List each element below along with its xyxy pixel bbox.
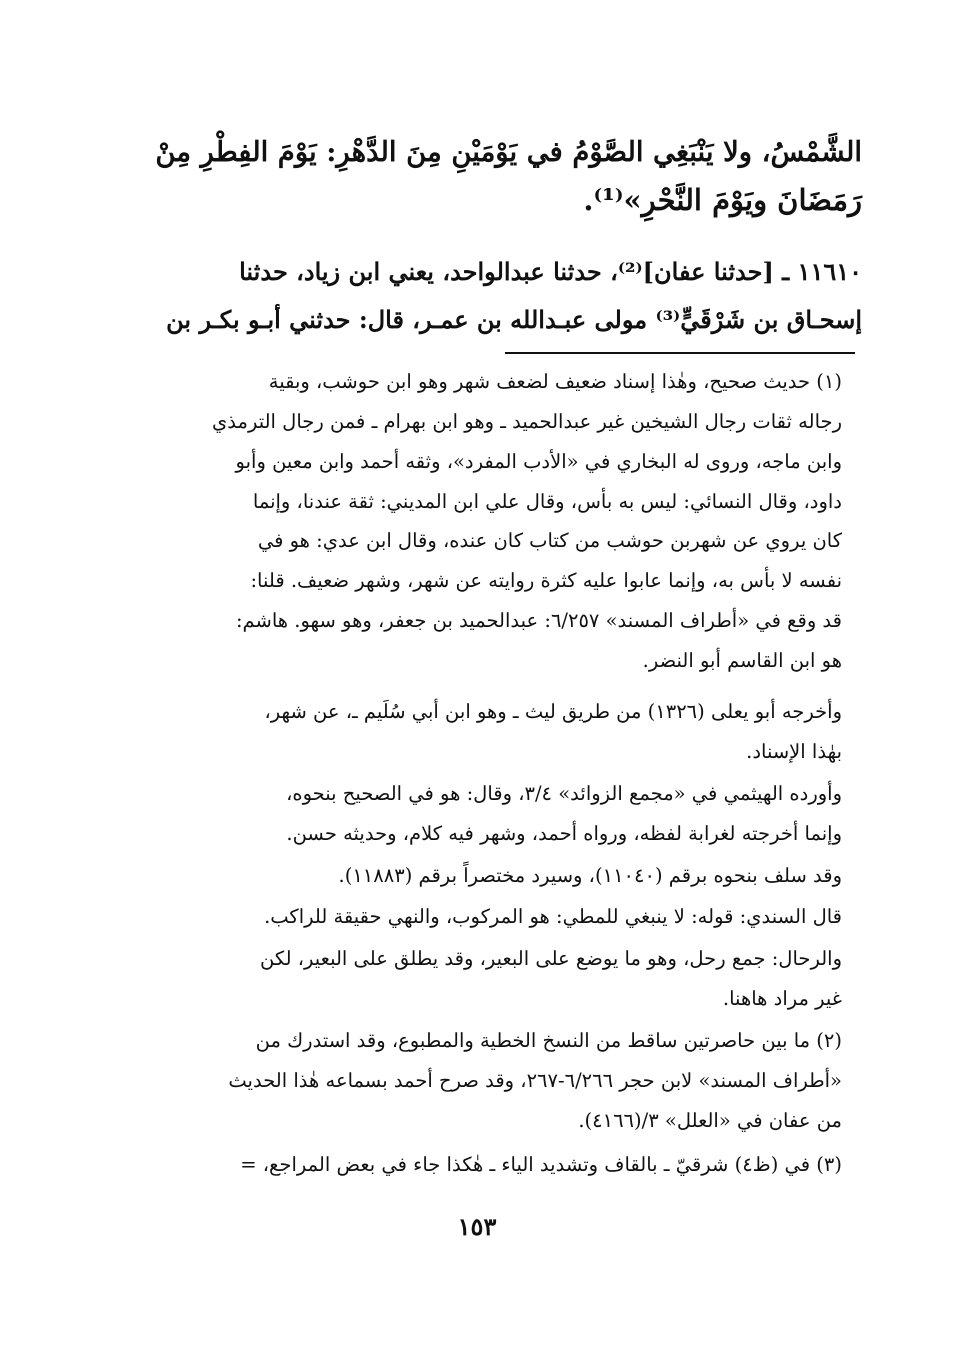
footnote-line: قال السندي: قوله: لا ينبغي للمطي: هو المركوب، والنهي حقيقة للراكب. xyxy=(264,905,842,928)
footnote-line: والرحال: جمع رحل، وهو ما يوضع على البعير، وقد يطلق على البعير، لكن xyxy=(259,947,842,970)
footnote-line: قد وقع في «أطراف المسند» ٦/٢٥٧: عبدالحميد بن جعفر، وهو سهو. هاشم: xyxy=(235,609,842,632)
footnote-line: داود، وقال النسائي: ليس به بأس، وقال علي ابن المديني: ثقة عندنا، وإنما xyxy=(252,490,842,513)
footnote-line: رجاله ثقات رجال الشيخين غير عبدالحميد ـ وهو ابن بهرام ـ فمن رجال الترمذي xyxy=(212,410,842,433)
main-line: إسحـاق بن شَرْقَيٍّ⁽³⁾ مولى عبـدالله بن عمـر، قال: حدثني أبـو بكـر بن xyxy=(166,305,862,334)
hadith-line: رَمَضَانَ ويَوْمَ النَّحْرِ»⁽¹⁾. xyxy=(583,183,862,217)
footnote-line: (١) حديث صحيح، وهٰذا إسناد ضعيف لضعف شهر وهو ابن حوشب، وبقية xyxy=(268,370,842,393)
footnote-line: من عفان في «العلل» ٣/(٤١٦٦). xyxy=(578,1109,842,1132)
footnote-line: وابن ماجه، وروى له البخاري في «الأدب المفرد»، وثقه أحمد وابن معين وأبو xyxy=(235,450,842,473)
hadith-line: الشَّمْسُ، ولا يَنْبَغِي الصَّوْمُ في يَوْمَيْنِ مِنَ الدَّهْرِ: يَوْمَ الفِطْرِ مِنْ xyxy=(155,136,862,168)
footnote-line: (٣) في (ظ٤) شرقيّ ـ بالقاف وتشديد الياء ـ هٰكذا جاء في بعض المراجع، = xyxy=(240,1153,842,1176)
page-number: ١٥٣ xyxy=(457,1212,497,1241)
footnote-line: «أطراف المسند» لابن حجر ٦/٢٦٦-٢٦٧، وقد صرح أحمد بسماعه هٰذا الحديث xyxy=(228,1069,842,1092)
footnote-line: (٢) ما بين حاصرتين ساقط من النسخ الخطية والمطبوع، وقد استدرك من xyxy=(255,1029,842,1052)
footnote-line: وإنما أخرجته لغرابة لفظه، ورواه أحمد، وشهر فيه كلام، وحديثه حسن. xyxy=(286,822,842,845)
footnote-line: بهٰذا الإسناد. xyxy=(746,740,842,763)
main-line: ١١٦١٠ ـ [حدثنا عفان]⁽²⁾، حدثنا عبدالواحد، يعني ابن زياد، حدثنا xyxy=(239,257,862,286)
footnote-line: هو ابن القاسم أبو النضر. xyxy=(642,649,842,672)
footnote-line: وأخرجه أبو يعلى (١٣٢٦) من طريق ليث ـ وهو ابن أبي سُلَيم ـ، عن شهر، xyxy=(264,700,842,723)
footnote-line: نفسه لا بأس به، وإنما عابوا عليه كثرة روايته عن شهر، وشهر ضعيف. قلنا: xyxy=(250,569,842,592)
footnote-line: غير مراد هاهنا. xyxy=(722,987,842,1010)
footnote-divider xyxy=(505,352,855,354)
footnote-line: وقد سلف بنحوه برقم (١١٠٤٠)، وسيرد مختصراً برقم (١١٨٨٣). xyxy=(338,864,842,887)
footnote-line: وأورده الهيثمي في «مجمع الزوائد» ٣/٤، وقال: هو في الصحيح بنحوه، xyxy=(286,782,842,805)
footnote-line: كان يروي عن شهربن حوشب من كتاب كان عنده، وقال ابن عدي: هو في xyxy=(257,529,842,552)
